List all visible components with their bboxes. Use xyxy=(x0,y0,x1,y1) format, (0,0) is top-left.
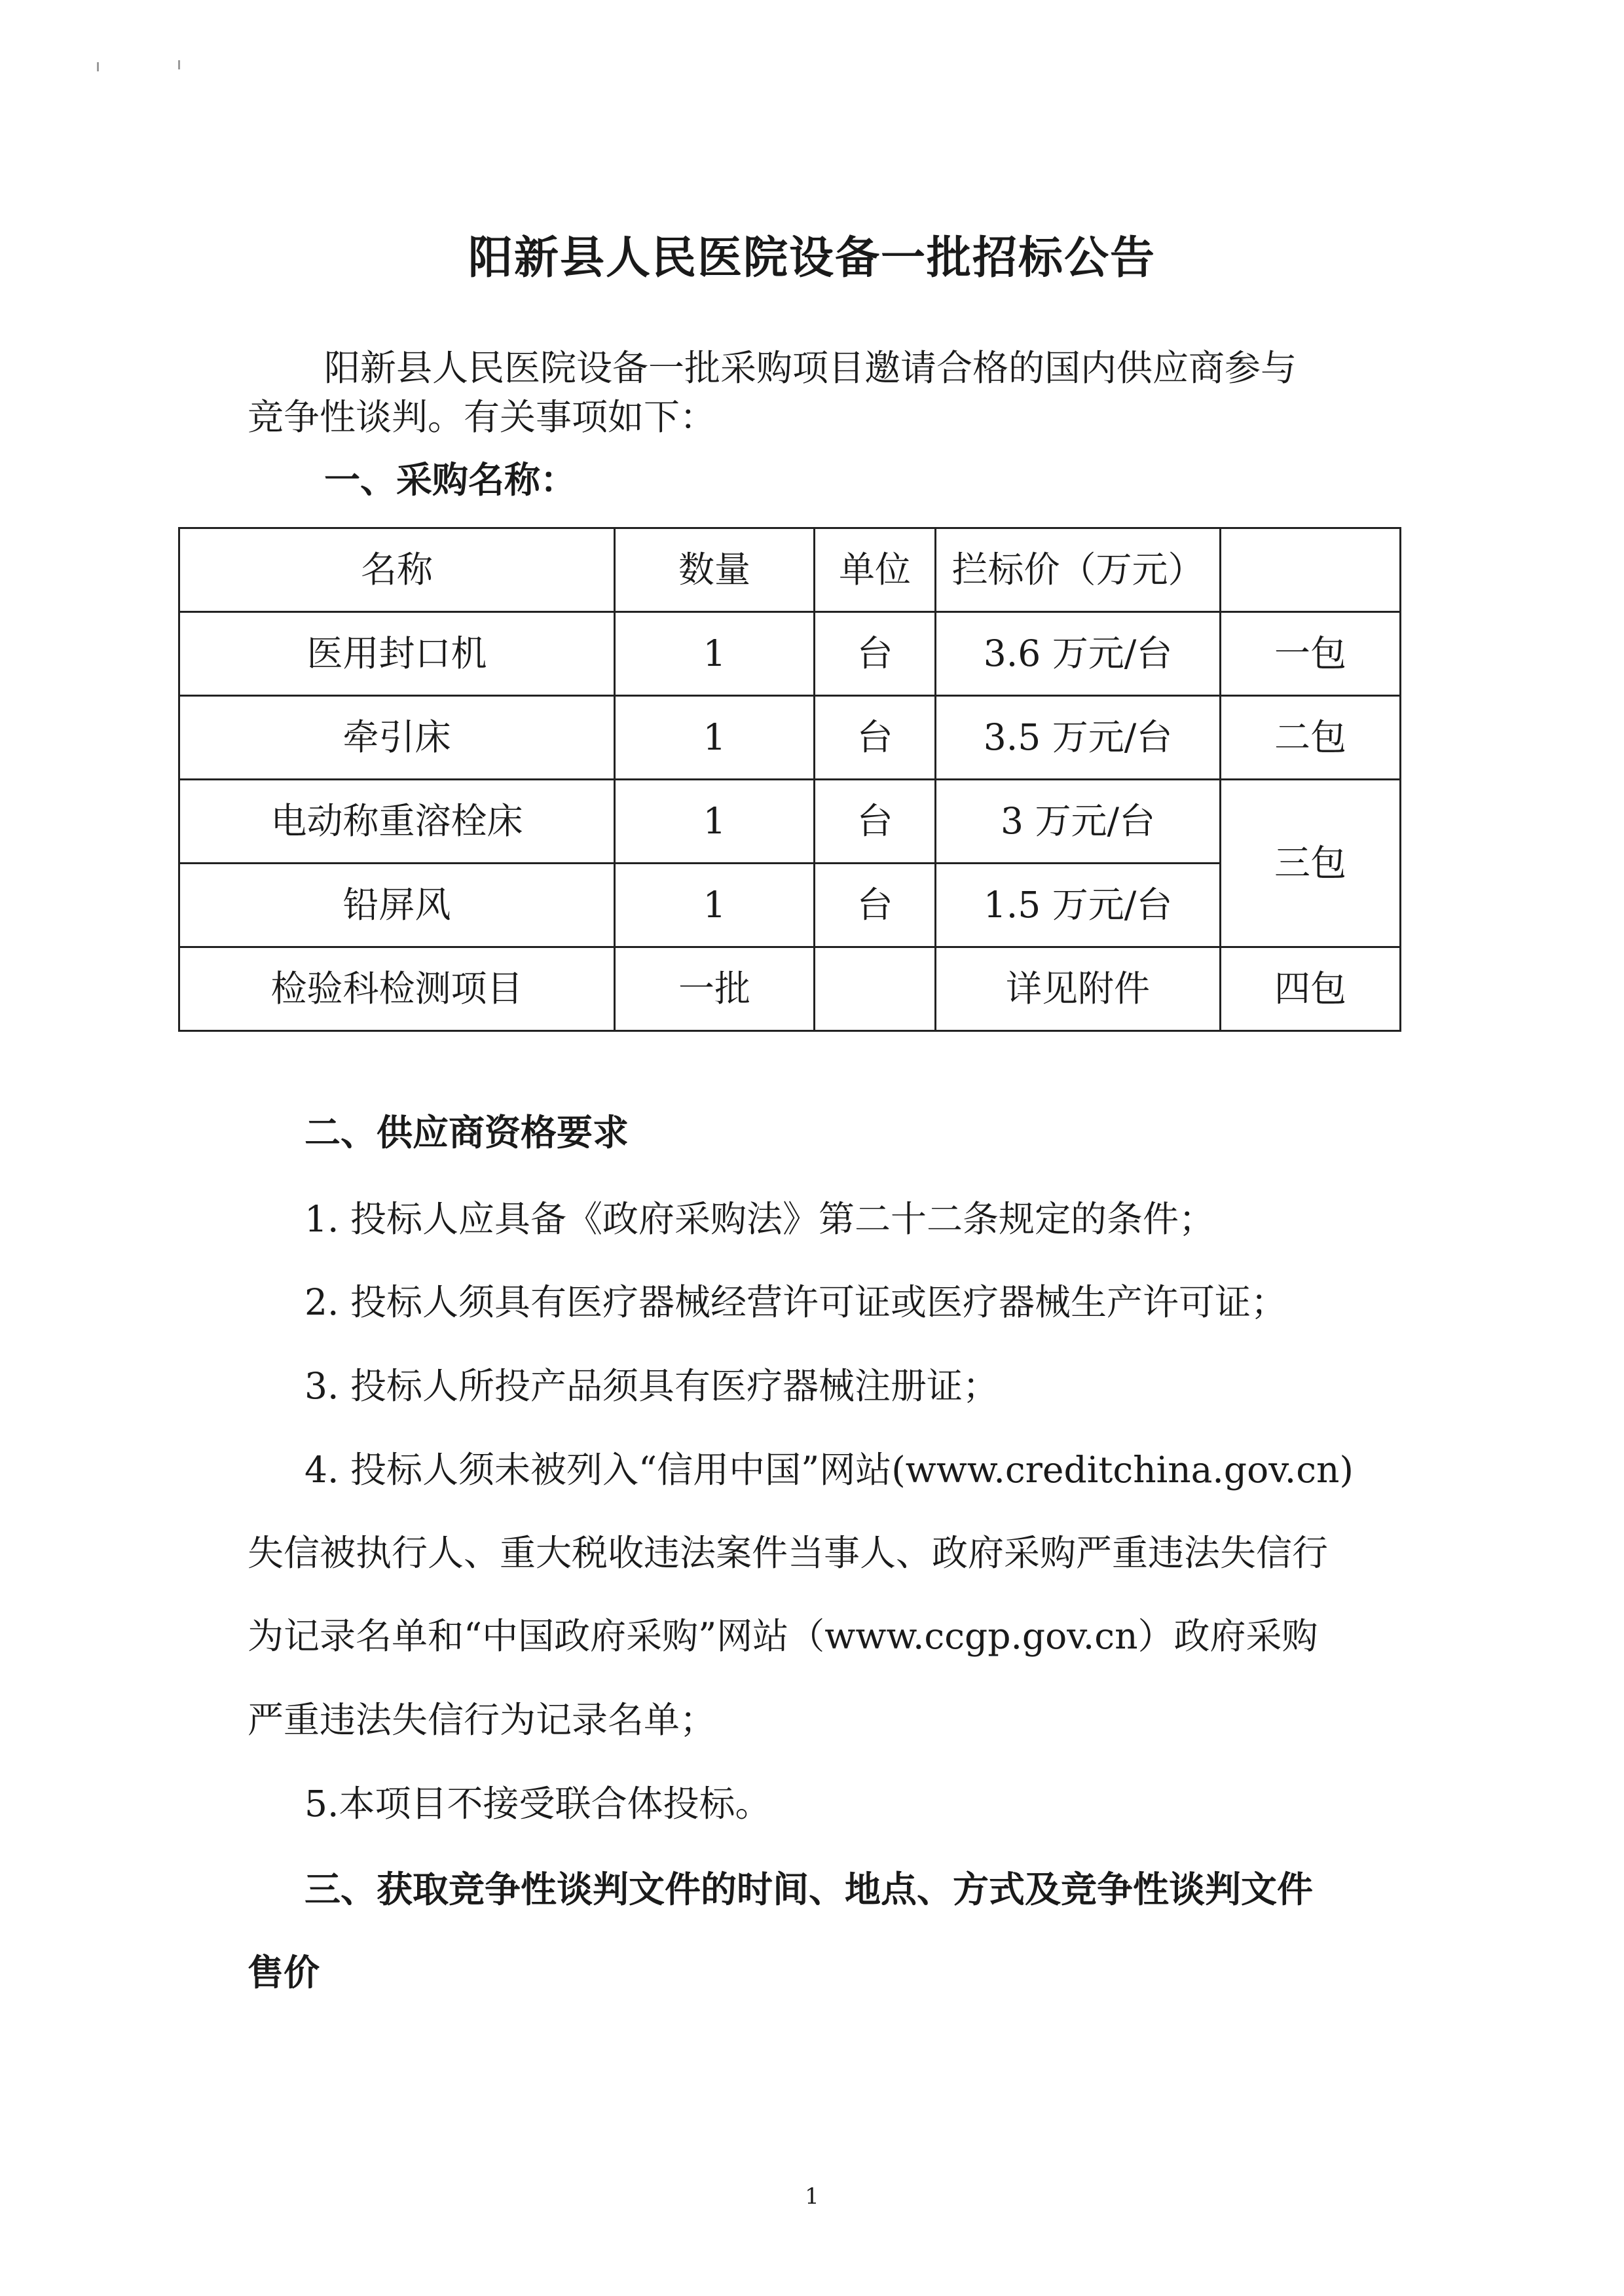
cell-quantity: 1 xyxy=(615,864,815,947)
document-title: 阳新县人民医院设备一批招标公告 xyxy=(468,232,1156,284)
requirement-4-line-2: 失信被执行人、重大税收违法案件当事人、政府采购严重违法失信行 xyxy=(248,1532,1329,1574)
section-1-heading: 一、采购名称： xyxy=(324,458,577,501)
cell-quantity: 一批 xyxy=(615,947,815,1031)
table-row xyxy=(179,696,1401,780)
table-row xyxy=(179,864,1401,947)
requirement-1: 1. 投标人应具备《政府采购法》第二十二条规定的条件； xyxy=(304,1198,1215,1240)
table-row xyxy=(179,780,1401,864)
section-3-heading-line-2: 售价 xyxy=(248,1951,320,1994)
requirement-4-line-4: 严重违法失信行为记录名单； xyxy=(248,1699,716,1741)
requirement-2: 2. 投标人须具有医疗器械经营许可证或医疗器械生产许可证； xyxy=(304,1281,1287,1323)
cell-unit: 台 xyxy=(815,696,936,780)
header-package xyxy=(1221,528,1401,612)
cell-package: 二包 xyxy=(1221,696,1401,780)
cell-price: 3.5 万元/台 xyxy=(936,696,1221,780)
cell-package: 四包 xyxy=(1221,947,1401,1031)
cell-quantity: 1 xyxy=(615,612,815,696)
scan-speck xyxy=(97,62,99,71)
scan-speck xyxy=(178,60,180,69)
cell-unit xyxy=(815,947,936,1031)
cell-name: 铅屏风 xyxy=(179,864,615,947)
section-2-heading: 二、供应商资格要求 xyxy=(304,1111,629,1154)
cell-quantity: 1 xyxy=(615,696,815,780)
cell-name: 牵引床 xyxy=(179,696,615,780)
page-number: 1 xyxy=(805,2183,819,2210)
requirement-3: 3. 投标人所投产品须具有医疗器械注册证； xyxy=(304,1365,999,1407)
intro-line-1: 阳新县人民医院设备一批采购项目邀请合格的国内供应商参与 xyxy=(324,347,1297,389)
table-header-row xyxy=(179,528,1401,612)
cell-package: 一包 xyxy=(1221,612,1401,696)
cell-name: 电动称重溶栓床 xyxy=(179,780,615,864)
procurement-table xyxy=(178,527,1401,1032)
intro-line-2: 竞争性谈判。有关事项如下： xyxy=(248,396,716,438)
requirement-4-line-3: 为记录名单和“中国政府采购”网站（www.ccgp.gov.cn）政府采购 xyxy=(248,1615,1318,1657)
header-name: 名称 xyxy=(179,528,615,612)
cell-unit: 台 xyxy=(815,864,936,947)
cell-unit: 台 xyxy=(815,780,936,864)
cell-name: 检验科检测项目 xyxy=(179,947,615,1031)
table-row xyxy=(179,612,1401,696)
header-quantity: 数量 xyxy=(615,528,815,612)
cell-quantity: 1 xyxy=(615,780,815,864)
cell-package: 三包 xyxy=(1221,780,1401,947)
cell-unit: 台 xyxy=(815,612,936,696)
header-price: 拦标价（万元） xyxy=(936,528,1221,612)
cell-name: 医用封口机 xyxy=(179,612,615,696)
header-unit: 单位 xyxy=(815,528,936,612)
requirement-5: 5.本项目不接受联合体投标。 xyxy=(304,1783,771,1825)
cell-price: 3 万元/台 xyxy=(936,780,1221,864)
cell-price: 1.5 万元/台 xyxy=(936,864,1221,947)
requirement-4-line-1: 4. 投标人须未被列入“信用中国”网站(www.creditchina.gov.cn) xyxy=(304,1449,1354,1491)
table-row xyxy=(179,947,1401,1031)
cell-price: 3.6 万元/台 xyxy=(936,612,1221,696)
section-3-heading-line-1: 三、获取竞争性谈判文件的时间、地点、方式及竞争性谈判文件 xyxy=(304,1868,1314,1910)
cell-price: 详见附件 xyxy=(936,947,1221,1031)
